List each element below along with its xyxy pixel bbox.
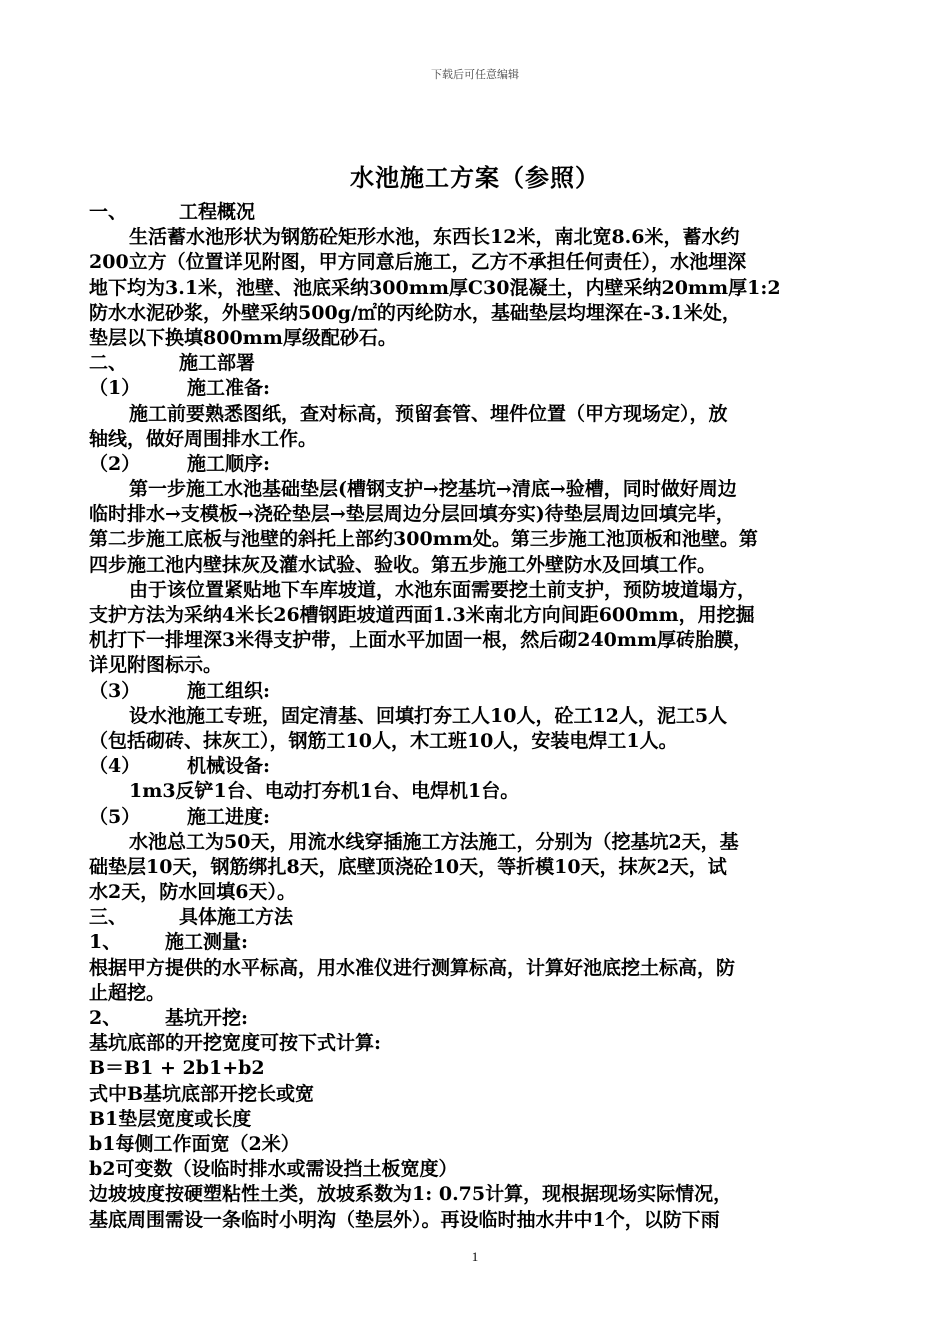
section-number: 二、 bbox=[89, 352, 128, 375]
subsection-heading-2 bbox=[89, 452, 861, 477]
subsection-heading-1 bbox=[89, 376, 861, 401]
paragraph-line: 第二步施工底板与池壁的斜托上部约300mm处。第三步施工池顶板和池壁。第 bbox=[89, 528, 758, 551]
paragraph-line: 垫层以下换填800mm厚级配砂石。 bbox=[89, 326, 397, 349]
page-number: 1 bbox=[471, 1249, 479, 1264]
method-heading-2 bbox=[89, 1006, 861, 1031]
method-title: 基坑开挖: bbox=[165, 1007, 249, 1029]
section-heading-3 bbox=[89, 905, 861, 930]
subsection-number: （5） bbox=[89, 805, 141, 828]
paragraph-line: 1m3反铲1台、电动打夯机1台、电焊机1台。 bbox=[129, 780, 520, 803]
paragraph-line: b1每侧工作面宽（2米） bbox=[89, 1132, 300, 1155]
formula-line: B＝B1 + 2b1+b2 bbox=[89, 1057, 265, 1080]
paragraph-line: 施工前要熟悉图纸，查对标高，预留套管、埋件位置（甲方现场定），放 bbox=[129, 402, 728, 425]
page-header: 下载后可任意编辑 bbox=[431, 68, 519, 81]
paragraph-line: 防水水泥砂浆，外壁采纳500g/㎡的丙纶防水，基础垫层均埋深在-3.1米处， bbox=[89, 301, 741, 324]
section-heading-1 bbox=[89, 200, 861, 225]
subsection-title: 施工进度: bbox=[187, 805, 271, 828]
document-body bbox=[89, 200, 861, 1233]
document-title: 水池施工方案（参照） bbox=[350, 164, 600, 192]
method-title: 施工测量: bbox=[165, 931, 249, 954]
section-number: 三、 bbox=[89, 906, 128, 929]
paragraph-line: 生活蓄水池形状为钢筋砼矩形水池，东西长12米，南北宽8.6米，蓄水约 bbox=[129, 226, 740, 249]
paragraph-line: 水2天，防水回填6天）。 bbox=[89, 881, 296, 904]
paragraph-line: 四步施工池内壁抹灰及灌水试验、验收。第五步施工外壁防水及回填工作。 bbox=[89, 553, 717, 576]
section-number: 一、 bbox=[89, 201, 128, 223]
paragraph-line: 基坑底部的开挖宽度可按下式计算: bbox=[89, 1032, 382, 1055]
paragraph-line: 支护方法为采纳4米长26槽钢距坡道西面1.3米南北方向间距600mm，用挖掘 bbox=[89, 604, 755, 626]
subsection-heading-5 bbox=[89, 805, 861, 830]
subsection-number: （4） bbox=[89, 755, 141, 778]
section-title: 施工部署 bbox=[179, 352, 256, 375]
subsection-title: 机械设备: bbox=[187, 755, 271, 778]
paragraph-line: b2可变数（设临时排水或需设挡土板宽度） bbox=[89, 1158, 458, 1181]
subsection-heading-3 bbox=[89, 679, 861, 704]
subsection-number: （1） bbox=[89, 377, 141, 400]
paragraph-line: 第一步施工水池基础垫层(槽钢支护→挖基坑→清底→验槽，同时做好周边 bbox=[129, 478, 737, 501]
paragraph-line: 边坡坡度按硬塑粘性土类，放坡系数为1: 0.75计算，现根据现场实际情况， bbox=[89, 1183, 733, 1206]
paragraph-line: 根据甲方提供的水平标高，用水准仪进行测算标高，计算好池底挖土标高，防 bbox=[89, 956, 736, 979]
method-number: 2、 bbox=[89, 1007, 122, 1029]
paragraph-line: 基底周围需设一条临时小明沟（垫层外）。再设临时抽水井中1个，以防下雨 bbox=[89, 1208, 720, 1231]
section-heading-2 bbox=[89, 351, 861, 376]
paragraph-line: 础垫层10天，钢筋绑扎8天，底壁顶浇砼10天，等折模10天，抹灰2天，试 bbox=[89, 855, 727, 878]
paragraph-line: 轴线，做好周围排水工作。 bbox=[89, 427, 318, 450]
paragraph-line: 式中B基坑底部开挖长或宽 bbox=[89, 1082, 315, 1105]
subsection-title: 施工准备: bbox=[187, 377, 271, 400]
subsection-heading-4 bbox=[89, 754, 861, 779]
method-number: 1、 bbox=[89, 931, 122, 954]
section-title: 工程概况 bbox=[179, 201, 256, 223]
paragraph-line: 由于该位置紧贴地下车库坡道，水池东面需要挖土前支护，预防坡道塌方， bbox=[129, 578, 757, 601]
subsection-number: （2） bbox=[89, 452, 141, 475]
subsection-title: 施工顺序: bbox=[187, 452, 271, 475]
paragraph-line: B1垫层宽度或长度 bbox=[89, 1107, 252, 1130]
method-heading-1 bbox=[89, 930, 861, 955]
section-title: 具体施工方法 bbox=[179, 906, 294, 929]
paragraph-line: 止超挖。 bbox=[89, 981, 166, 1004]
paragraph-line: 200立方（位置详见附图，甲方同意后施工，乙方不承担任何责任），水池埋深 bbox=[89, 251, 747, 274]
paragraph-line: 地下均为3.1米，池壁、池底采纳300mm厚C30混凝土，内壁采纳20mm厚1:2 bbox=[89, 276, 781, 299]
paragraph-line: 机打下一排埋深3米得支护带，上面水平加固一根，然后砌240mm厚砖胎膜， bbox=[89, 629, 753, 652]
paragraph-line: 临时排水→支模板→浇砼垫层→垫层周边分层回填夯实)待垫层周边回填完毕， bbox=[89, 503, 735, 526]
subsection-number: （3） bbox=[89, 679, 141, 702]
subsection-title: 施工组织: bbox=[187, 679, 271, 702]
paragraph-line: （包括砌砖、抹灰工），钢筋工10人，木工班10人，安装电焊工1人。 bbox=[89, 729, 678, 752]
paragraph-line: 详见附图标示。 bbox=[89, 654, 223, 677]
paragraph-line: 水池总工为50天，用流水线穿插施工方法施工，分别为（挖基坑2天，基 bbox=[129, 830, 739, 853]
paragraph-line: 设水池施工专班，固定清基、回填打夯工人10人，砼工12人，泥工5人 bbox=[129, 704, 728, 727]
